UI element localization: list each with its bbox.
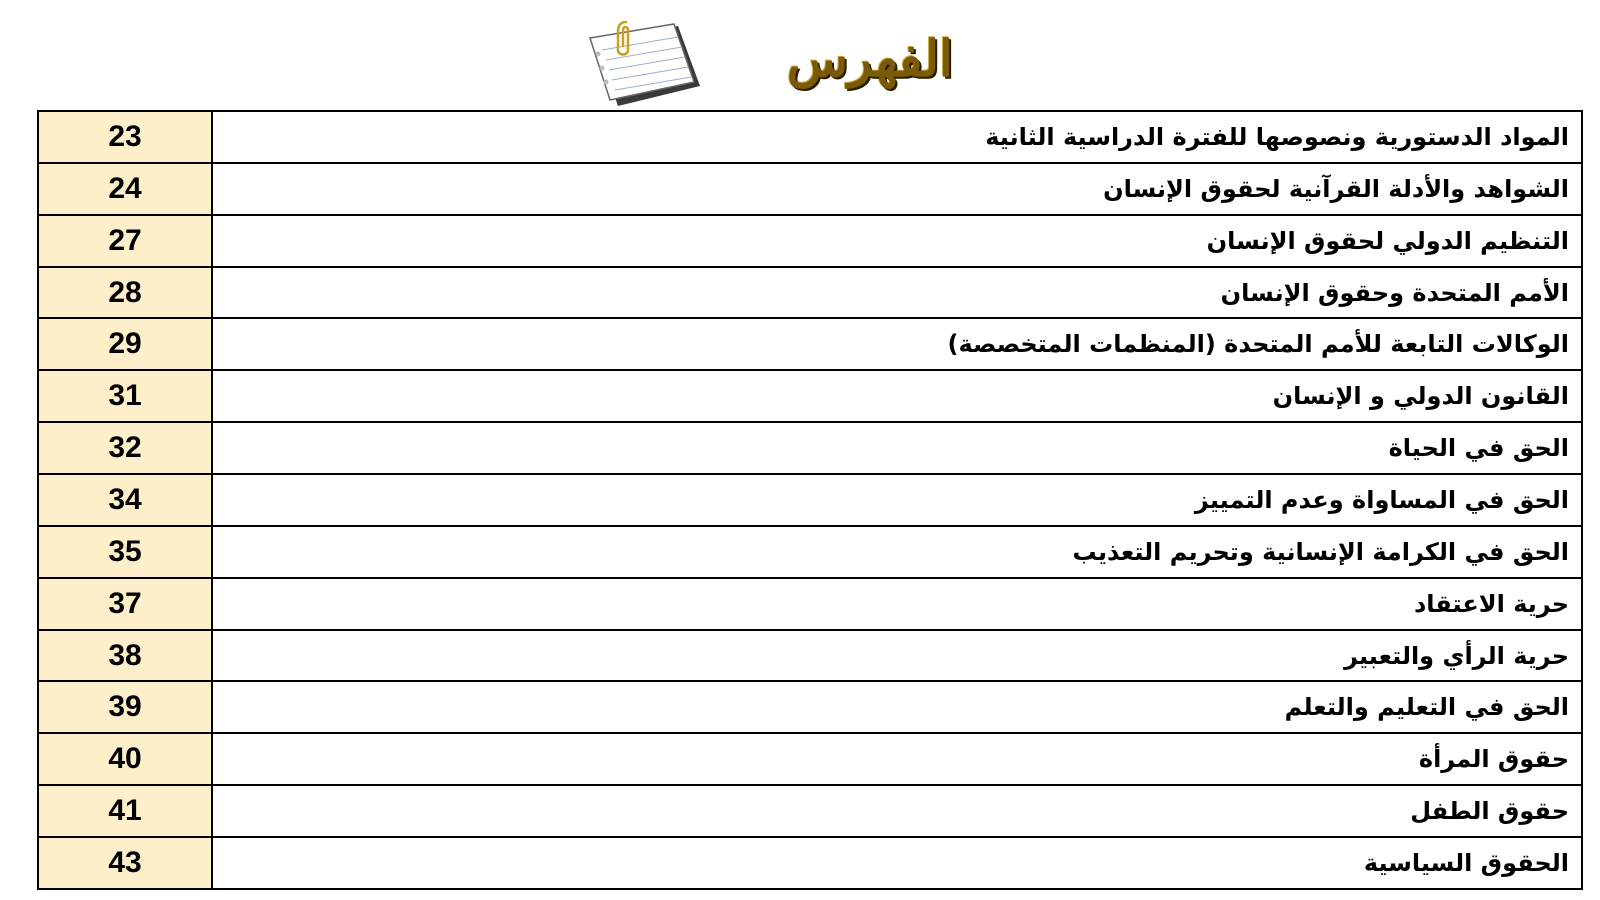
toc-page-number: 27 (38, 215, 212, 267)
toc-page-number: 41 (38, 785, 212, 837)
toc-row (38, 630, 1582, 682)
toc-entry-title: حرية الرأي والتعبير (212, 630, 1582, 682)
toc-entry-title: التنظيم الدولي لحقوق الإنسان (212, 215, 1582, 267)
toc-page-number: 40 (38, 733, 212, 785)
toc-row (38, 215, 1582, 267)
toc-row (38, 370, 1582, 422)
toc-entry-title: المواد الدستورية ونصوصها للفترة الدراسية الثانية (212, 111, 1582, 163)
page-title: الفهرس (786, 29, 954, 88)
toc-entry-title: الحق في المساواة وعدم التمييز (212, 474, 1582, 526)
toc-page-number: 37 (38, 578, 212, 630)
toc-row (38, 163, 1582, 215)
toc-row (38, 681, 1582, 733)
toc-page-number: 24 (38, 163, 212, 215)
toc-row (38, 267, 1582, 319)
toc-entry-title: الوكالات التابعة للأمم المتحدة (المنظمات المتخصصة) (212, 318, 1582, 370)
toc-entry-title: الحق في الكرامة الإنسانية وتحريم التعذيب (212, 526, 1582, 578)
toc-row (38, 422, 1582, 474)
toc-page-number: 23 (38, 111, 212, 163)
toc-entry-title: الأمم المتحدة وحقوق الإنسان (212, 267, 1582, 319)
toc-page-number: 35 (38, 526, 212, 578)
toc-entry-title: الحقوق السياسية (212, 837, 1582, 889)
toc-row (38, 526, 1582, 578)
toc-entry-title: حرية الاعتقاد (212, 578, 1582, 630)
toc-entry-title: حقوق الطفل (212, 785, 1582, 837)
header (0, 0, 1600, 110)
toc-entry-title: حقوق المرأة (212, 733, 1582, 785)
notepad-paperclip-icon (578, 20, 718, 110)
toc-page-number: 43 (38, 837, 212, 889)
toc-page-number: 38 (38, 630, 212, 682)
toc-entry-title: الحق في الحياة (212, 422, 1582, 474)
toc-page-number: 28 (38, 267, 212, 319)
toc-row (38, 111, 1582, 163)
toc-row (38, 578, 1582, 630)
toc-row (38, 733, 1582, 785)
toc-table (37, 110, 1583, 890)
toc-entry-title: القانون الدولي و الإنسان (212, 370, 1582, 422)
toc-entry-title: الحق في التعليم والتعلم (212, 681, 1582, 733)
toc-row (38, 474, 1582, 526)
toc-row (38, 785, 1582, 837)
toc-page-number: 34 (38, 474, 212, 526)
toc-entry-title: الشواهد والأدلة القرآنية لحقوق الإنسان (212, 163, 1582, 215)
toc-page-number: 29 (38, 318, 212, 370)
toc-row (38, 837, 1582, 889)
toc-page-number: 31 (38, 370, 212, 422)
toc-page-number: 32 (38, 422, 212, 474)
toc-page-number: 39 (38, 681, 212, 733)
toc-row (38, 318, 1582, 370)
